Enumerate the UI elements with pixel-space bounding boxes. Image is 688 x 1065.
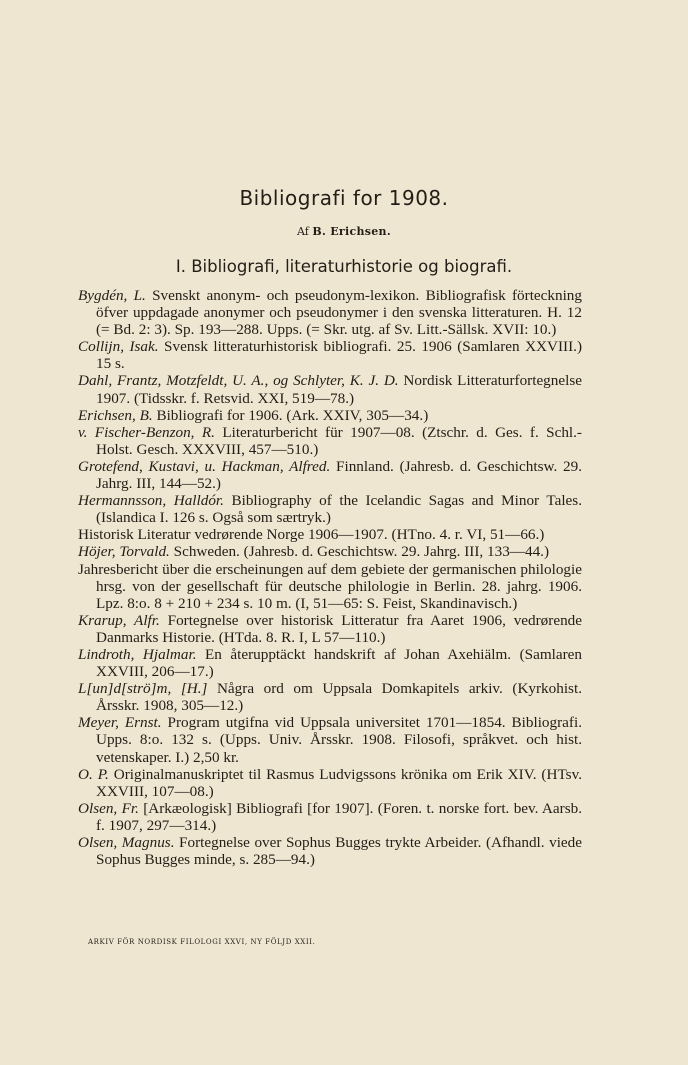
- entry-author: Lindroth, Hjalmar.: [78, 645, 197, 663]
- entry-author: Olsen, Fr.: [78, 799, 139, 817]
- bibliography-entry: [78, 800, 582, 834]
- entry-author: O. P.: [78, 765, 109, 783]
- bibliography-entry: [78, 612, 582, 646]
- page-title: Bibliografi for 1908.: [239, 186, 449, 210]
- entry-text: Fortegnelse over historisk Litteratur fra Aaret 1906, vedrørende Danmarks Historie. (HTda. 8. R. I, L 57—110.): [96, 611, 583, 646]
- byline-author: B. Erichsen.: [312, 225, 391, 238]
- byline-prefix: Af: [297, 225, 309, 238]
- entry-author: Grotefend, Kustavi, u. Hackman, Alfred.: [78, 457, 331, 475]
- bibliography-entry: [78, 407, 582, 424]
- entry-author: Olsen, Magnus.: [78, 834, 175, 851]
- entry-author: Collijn, Isak.: [78, 338, 159, 356]
- bibliography-entry: [78, 287, 582, 338]
- bibliography-entry: [78, 526, 582, 543]
- bibliography-entry: [78, 492, 582, 526]
- bibliography-entry: [78, 766, 582, 800]
- byline: [0, 225, 688, 238]
- entry-text: Några ord om Uppsala Domkapitels arkiv. (Kyrkohist. Årsskr. 1908, 305—12.): [96, 680, 582, 715]
- bibliography-list: [78, 287, 582, 868]
- bibliography-entry: [78, 646, 582, 680]
- entry-text: Svensk litteraturhistorisk bibliografi. 25. 1906 (Samlaren XXVIII.) 15 s.: [96, 338, 583, 373]
- entry-text: Program utgifna vid Uppsala universitet 1701—1854. Bibliografi. Upps. 8:o. 132 s. (Upps. Univ. Årsskr. 1908. Filosofi, språkvet. och hist. vetenskaper. I.) 2,50 kr.: [96, 714, 582, 766]
- entry-author: Höjer, Torvald.: [78, 543, 170, 561]
- bibliography-entry: [78, 338, 582, 372]
- entry-text: Literaturbericht für 1907—08. (Ztschr. d. Ges. f. Schl.-Holst. Gesch. XXXVIII, 457—510.): [96, 423, 582, 458]
- bibliography-entry: [78, 424, 582, 458]
- bibliography-entry: [78, 714, 582, 765]
- entry-text: Schweden. (Jahresb. d. Geschichtsw. 29. Jahrg. III, 133—44.): [169, 543, 550, 561]
- bibliography-entry: [78, 372, 582, 406]
- entry-text: Historisk Literatur vedrørende Norge 1906—1907. (HTno. 4. r. VI, 51—66.): [78, 526, 545, 544]
- bibliography-entry: [78, 543, 582, 560]
- entry-text: Finnland. (Jahresb. d. Geschichtsw. 29. Jahrg. III, 144—52.): [96, 457, 582, 493]
- entry-text: [Arkæologisk] Bibliografi [for 1907]. (Foren. t. norske fort. bev. Aarsb. f. 1907, 297—314.): [96, 799, 583, 834]
- entry-text: Bibliografi for 1906. (Ark. XXIV, 305—34.): [152, 406, 429, 424]
- entry-text: Originalmanuskriptet til Rasmus Ludvigssons krönika om Erik XIV. (HTsv. XXVIII, 107—08.): [96, 765, 582, 800]
- bibliography-entry: [78, 458, 582, 492]
- bibliography-entry: [78, 561, 582, 612]
- page-footer: ARKIV FÖR NORDISK FILOLOGI XXVI, NY FÖLJD XXII.: [88, 938, 316, 946]
- entry-text: Nordisk Litteraturfortegnelse 1907. (Tidsskr. f. Retsvid. XXI, 519—78.): [96, 372, 582, 407]
- entry-author: v. Fischer-Benzon, R.: [78, 423, 215, 441]
- entry-author: Meyer, Ernst.: [78, 714, 162, 732]
- entry-author: Erichsen, B.: [78, 406, 153, 424]
- entry-text: Fortegnelse over Sophus Bugges trykte Arbeider. (Afhandl. viede Sophus Bugges minde, s. 285—94.): [96, 834, 583, 869]
- entry-author: Bygdén, L.: [78, 287, 146, 304]
- entry-text: Jahresbericht über die erscheinungen auf dem gebiete der germanischen philologie hrsg. von der gesellschaft für deutsche philologie in Berlin. 28. jahrg. 1906. Lpz. 8:o. 8 + 210 + 234 s. 10 m. (I, 51—65: S. Feist, Skandinavisch.): [78, 560, 582, 612]
- entry-text: Bibliography of the Icelandic Sagas and Minor Tales. (Islandica I. 126 s. Også som særtryk.): [96, 492, 582, 527]
- entry-author: Dahl, Frantz, Motzfeldt, U. A., og Schlyter, K. J. D.: [78, 372, 399, 390]
- entry-author: Hermannsson, Halldór.: [78, 492, 224, 510]
- section-heading: I. Bibliografi, literaturhistorie og biografi.: [175, 257, 513, 276]
- entry-text: Svenskt anonym- och pseudonym-lexikon. Bibliografisk förteckning öfver uppdagade anonymer och pseudonymer i den svenska litteraturen. H. 12 (= Bd. 2: 3). Sp. 193—288. Upps. (= Skr. utg. af Sv. Litt.-Sällsk. XVII: 10.): [96, 287, 582, 339]
- entry-author: Krarup, Alfr.: [78, 611, 160, 629]
- entry-author: L[un]d[strö]m, [H.]: [78, 680, 208, 698]
- bibliography-entry: [78, 834, 582, 868]
- bibliography-entry: [78, 680, 582, 714]
- entry-text: En återupptäckt handskrift af Johan Axehiälm. (Samlaren XXVIII, 206—17.): [96, 645, 582, 681]
